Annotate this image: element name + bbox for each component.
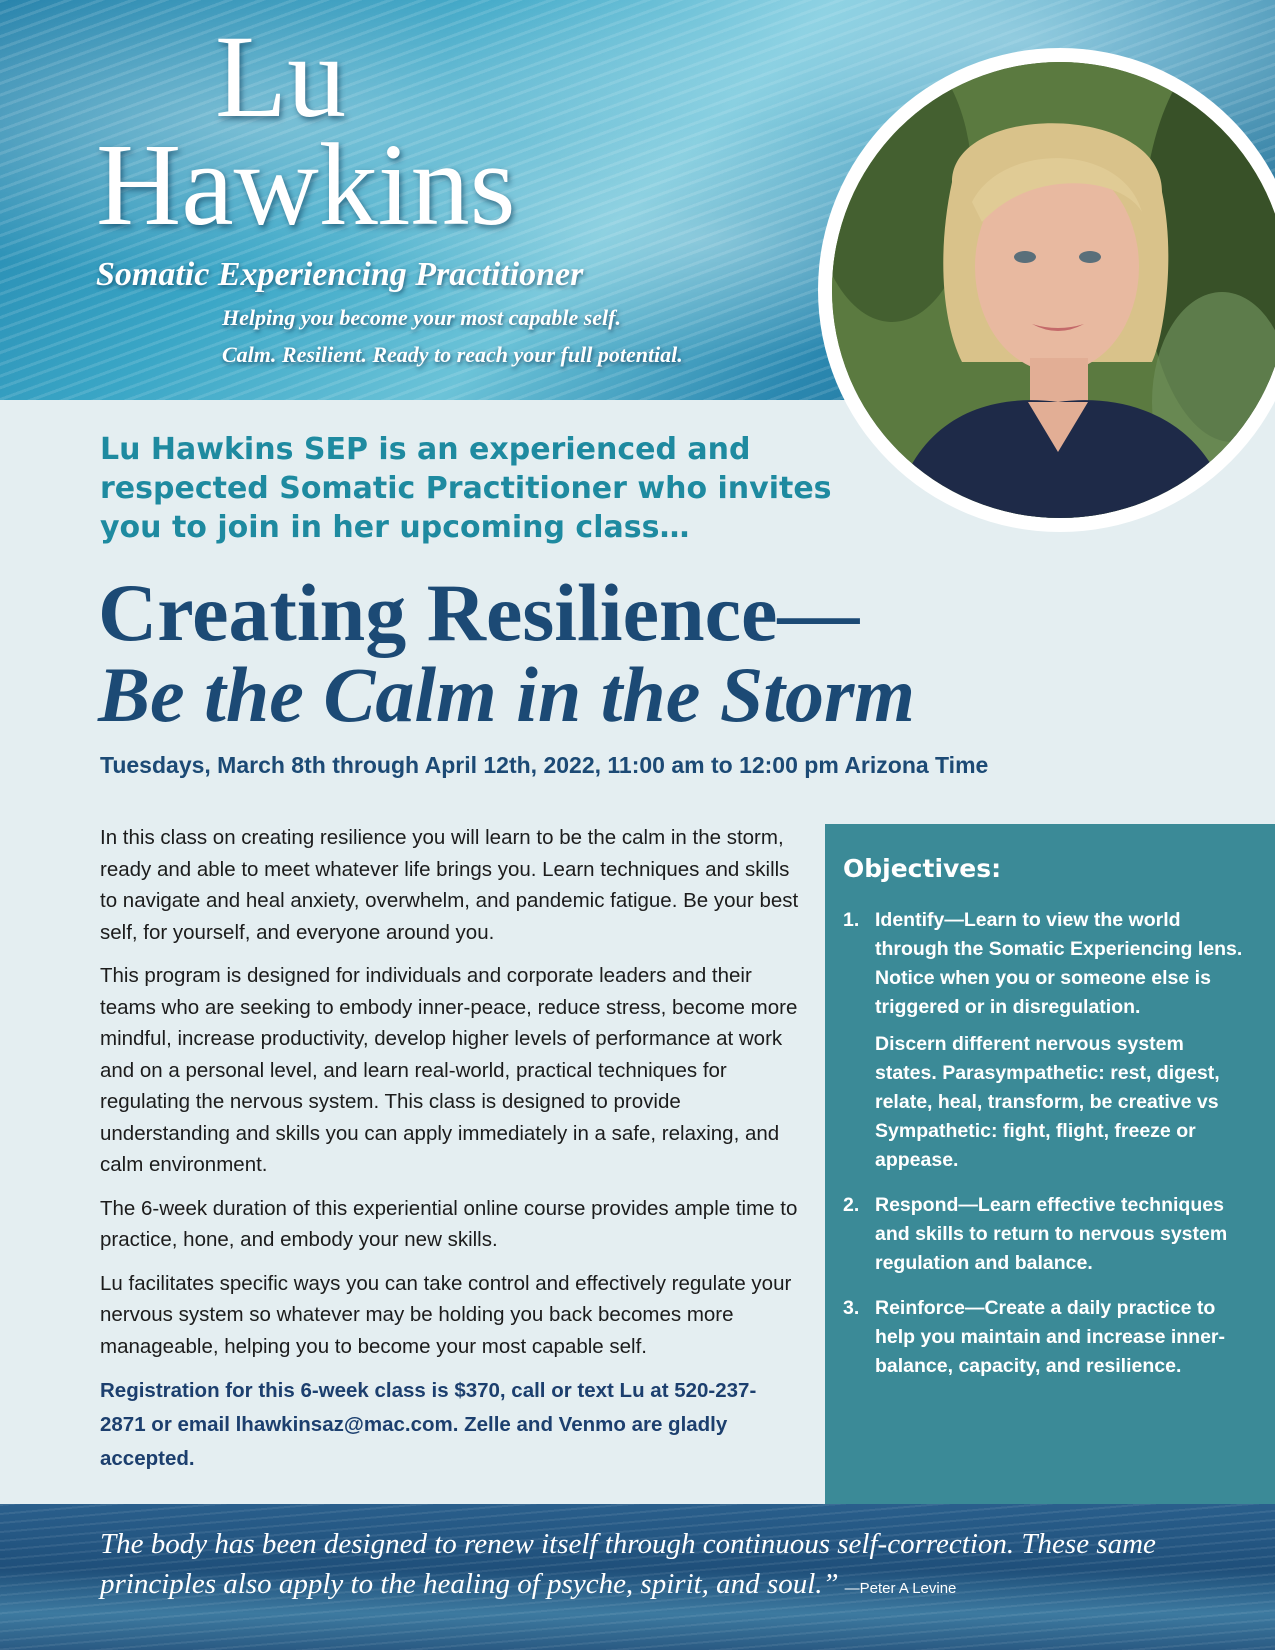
- description-paragraph: This program is designed for individuals and corporate leaders and their teams who are seeking to embody inner-peace, reduce stress, become more mindful, increase productivity, develop higher levels of performance at work and on a personal level, and learn real-world, practical techniques for regulating the nervous system. This class is designed to provide understanding and skills you can apply immediately in a safe, relaxing, and calm environment.: [100, 964, 798, 1176]
- class-description: [100, 822, 800, 1488]
- objective-number: 1.: [843, 909, 860, 931]
- portrait-photo: [818, 48, 1275, 532]
- objective-item: [843, 906, 1243, 1175]
- description-paragraph: Lu facilitates specific ways you can take control and effectively regulate your nervous system so whatever may be holding you back becomes more manageable, helping you to become your most capable self.: [100, 1271, 792, 1358]
- class-dates: Tuesdays, March 8th through April 12th, 2022, 11:00 am to 12:00 pm Arizona Time: [100, 752, 989, 778]
- objectives-panel: [825, 824, 1275, 1504]
- quote-banner: [0, 1504, 1275, 1650]
- name-first: Lu: [215, 11, 347, 142]
- objective-number: 2.: [843, 1194, 860, 1216]
- quote-author: —Peter A Levine: [844, 1580, 957, 1597]
- intro-statement: Lu Hawkins SEP is an experienced and respected Somatic Practitioner who invites you to join in her upcoming class…: [100, 432, 832, 545]
- objective-text: Reinforce—Create a daily practice to help you maintain and increase inner-balance, capacity, and resilience.: [875, 1297, 1226, 1377]
- tagline-line-1: Helping you become your most capable self.: [222, 305, 621, 330]
- objectives-list: [843, 906, 1243, 1397]
- description-paragraph: In this class on creating resilience you will learn to be the calm in the storm, ready and able to meet whatever life brings you. Learn techniques and skills to navigate and heal anxiety, overwhelm, and pandemic fatigue. Be your best self, for yourself, and everyone around you.: [100, 826, 799, 944]
- portrait-image: [832, 62, 1275, 518]
- registration-info: Registration for this 6-week class is $370, call or text Lu at 520-237-2871 or email lhawkinsaz@mac.com. Zelle and Venmo are gladly accepted.: [100, 1379, 757, 1470]
- class-subtitle: Be the Calm in the Storm: [98, 651, 915, 738]
- objective-text: Respond—Learn effective techniques and skills to return to nervous system regulation and balance.: [875, 1194, 1228, 1274]
- quote: [100, 1524, 1220, 1609]
- name-last: Hawkins: [96, 119, 516, 250]
- class-title: Creating Resilience—: [98, 567, 860, 658]
- portrait-illustration: [832, 62, 1275, 518]
- objective-item: [843, 1294, 1243, 1381]
- tagline-line-2: Calm. Resilient. Ready to reach your full potential.: [222, 342, 683, 367]
- objective-item: [843, 1191, 1243, 1278]
- objective-text: Identify—Learn to view the world through the Somatic Experiencing lens. Notice when you or someone else is triggered or in disregulation.: [875, 909, 1243, 1018]
- objective-number: 3.: [843, 1297, 860, 1319]
- practitioner-subtitle: Somatic Experiencing Practitioner: [96, 256, 584, 293]
- quote-text: The body has been designed to renew itself through continuous self-correction. These same principles also apply to the healing of psyche, spirit, and soul.”: [100, 1528, 1156, 1600]
- objectives-title: Objectives:: [843, 854, 1002, 883]
- description-paragraph: The 6-week duration of this experiential online course provides ample time to practice, hone, and embody your new skills.: [100, 1196, 798, 1251]
- objective-detail: Discern different nervous system states. Parasympathetic: rest, digest, relate, heal, transform, be creative vs Sympathetic: fight, flight, freeze or appease.: [875, 1033, 1220, 1171]
